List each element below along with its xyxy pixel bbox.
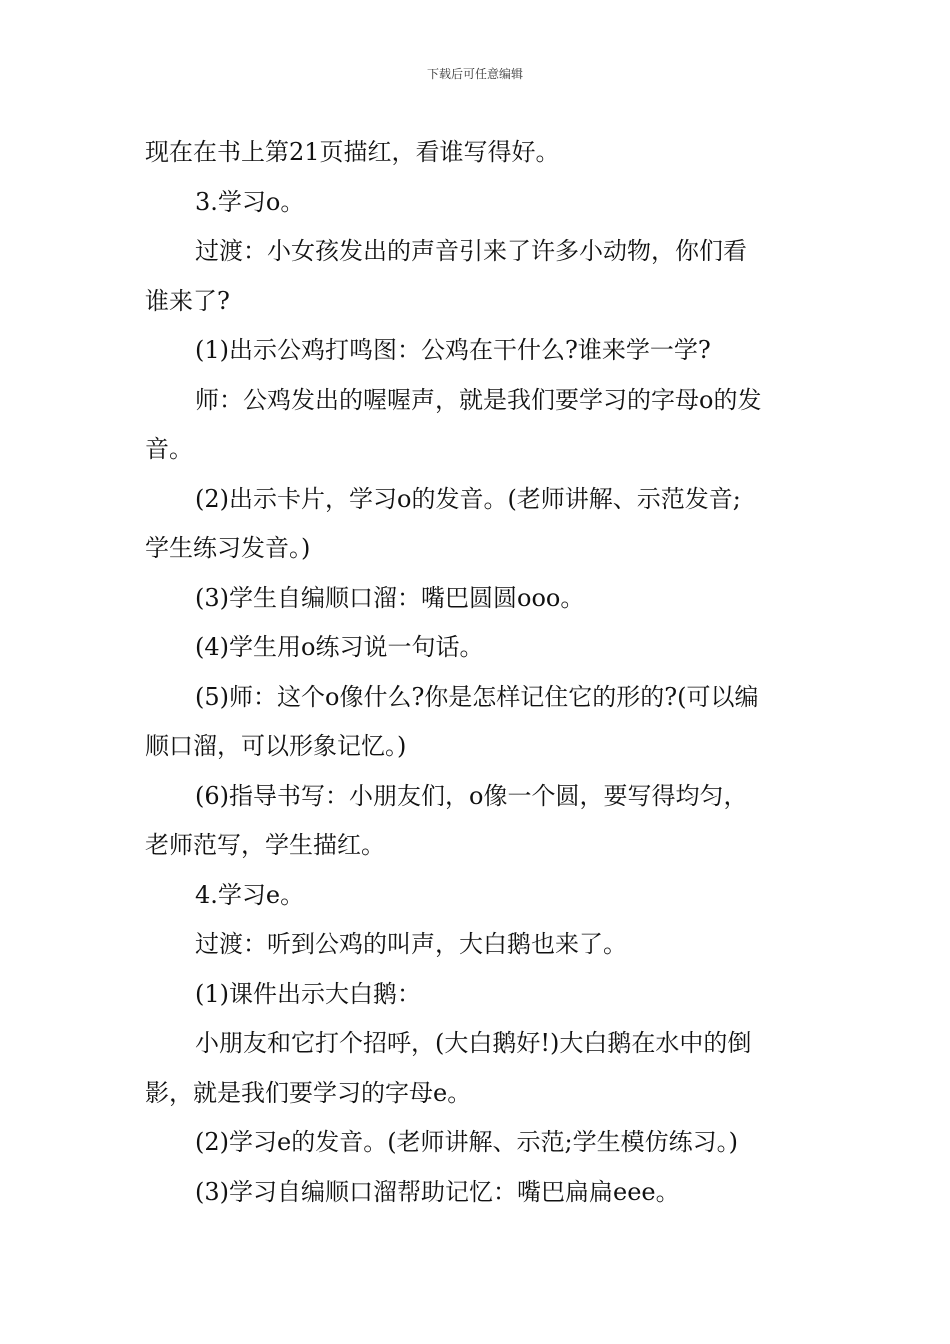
line-14: (6)指导书写：小朋友们，o像一个圆，要写得均匀， [195, 781, 748, 810]
line-12: (5)师：这个o像什么?你是怎样记住它的形的?(可以编 [195, 682, 759, 711]
line-18: (1)课件出示大白鹅： [195, 979, 421, 1008]
line-2: 3.学习o。 [195, 187, 305, 216]
line-9: 学生练习发音。) [145, 534, 311, 562]
line-3: 过渡：小女孩发出的声音引来了许多小动物，你们看 [195, 237, 747, 265]
line-16: 4.学习e。 [195, 880, 305, 909]
line-21: (2)学习e的发音。(老师讲解、示范;学生模仿练习。) [195, 1128, 739, 1156]
line-15: 老师范写，学生描红。 [145, 831, 385, 859]
line-10: (3)学生自编顺口溜：嘴巴圆圆ooo。 [195, 583, 585, 612]
line-4: 谁来了? [145, 286, 230, 315]
line-7: 音。 [145, 435, 193, 463]
line-1: 现在在书上第21页描红，看谁写得好。 [145, 138, 560, 166]
line-13: 顺口溜，可以形象记忆。) [145, 732, 407, 760]
line-8: (2)出示卡片，学习o的发音。(老师讲解、示范发音; [195, 484, 741, 513]
line-19: 小朋友和它打个招呼，(大白鹅好!)大白鹅在水中的倒 [195, 1029, 752, 1057]
line-6: 师：公鸡发出的喔喔声，就是我们要学习的字母o的发 [195, 385, 762, 414]
line-20: 影，就是我们要学习的字母e。 [145, 1078, 472, 1107]
line-22: (3)学习自编顺口溜帮助记忆：嘴巴扁扁eee。 [195, 1177, 680, 1206]
document-body [145, 128, 810, 1217]
page-header: 下载后可任意编辑 [426, 67, 523, 81]
line-11: (4)学生用o练习说一句话。 [195, 633, 484, 661]
line-5: (1)出示公鸡打鸣图：公鸡在干什么?谁来学一学? [195, 336, 711, 364]
line-17: 过渡：听到公鸡的叫声，大白鹅也来了。 [195, 930, 627, 958]
